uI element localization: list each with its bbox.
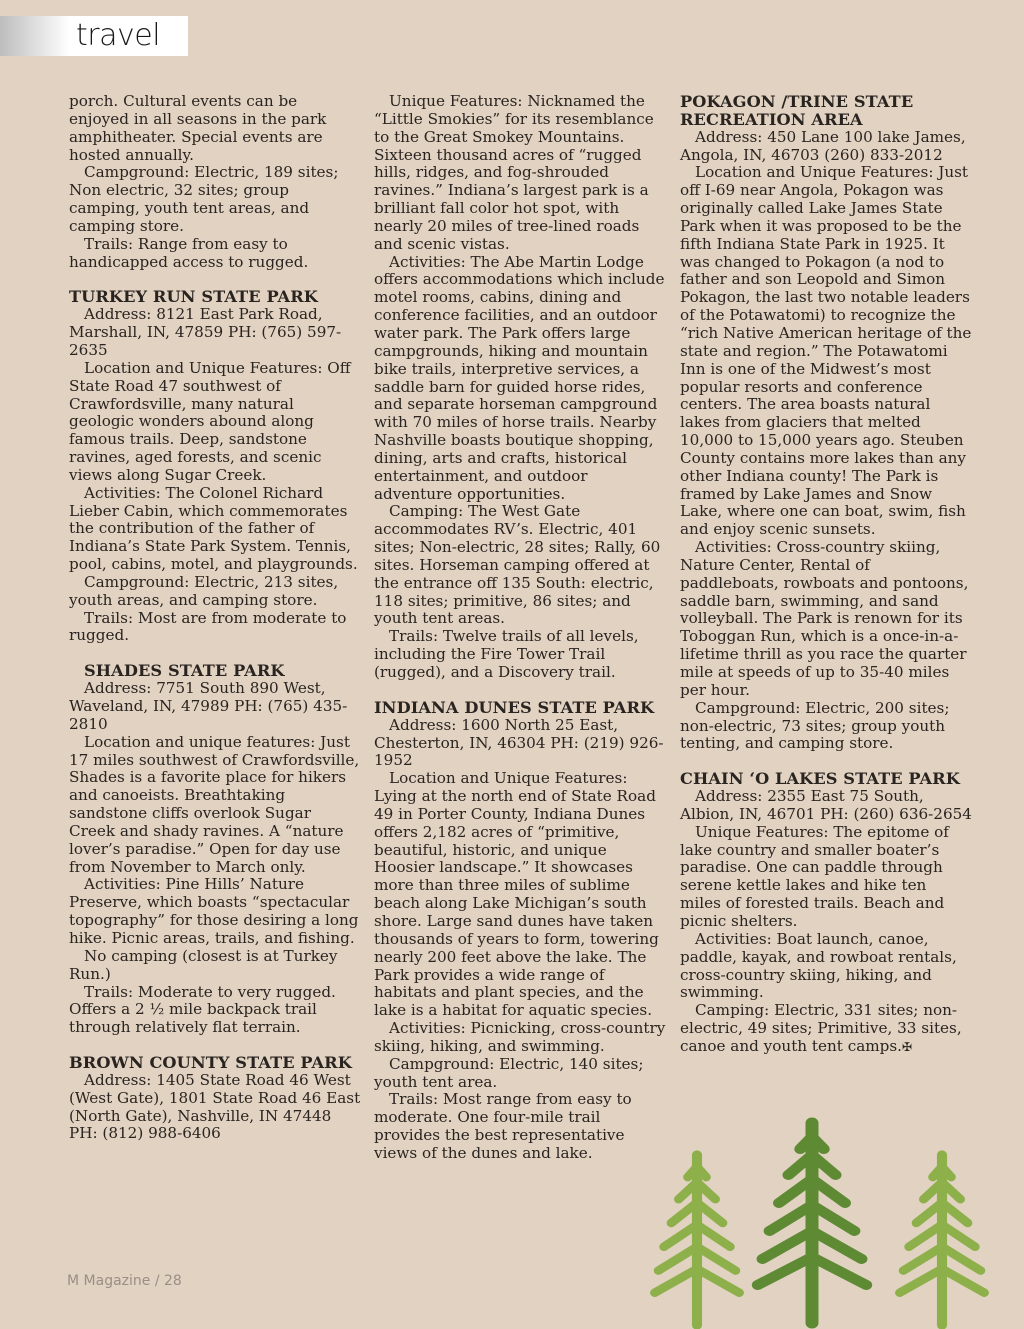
- park-location: Location and Unique Features: Lying at the north end of State Road 49 in Porter County, Indiana Dunes offers 2,182 acres of “primitive, beautiful, historic, and unique Hoosier landscape.” It showcases more than three miles of sublime beach along Lake Michigan’s south shore. Large sand dunes have taken thousands of years to form, towering nearly 200 feet above the lake. The Park provides a wide range of habitats and plant species, and the lake is a habitat for aquatic species.: [374, 769, 659, 1020]
- park-heading-shades: SHADES STATE PARK: [84, 661, 285, 681]
- park-activities: Activities: Boat launch, canoe, paddle, kayak, and rowboat rentals, cross-country skiing, hiking, and swimming.: [680, 929, 957, 1002]
- park-address: Address: 1405 State Road 46 West (West Gate), 1801 State Road 46 East (North Gate), Nashville, IN 47448 PH: (812) 988-6406: [69, 1070, 361, 1143]
- park-address: Address: 1600 North 25 East, Chesterton, IN, 46304 PH: (219) 926-1952: [374, 715, 664, 770]
- park-campground: Campground: Electric, 213 sites, youth areas, and camping store.: [69, 572, 339, 609]
- end-mark-icon: ✠: [902, 1039, 913, 1054]
- park-heading-turkey-run: TURKEY RUN STATE PARK: [69, 287, 318, 307]
- park-camping: Camping: Electric, 331 sites; non-electric, 49 sites; Primitive, 33 sites, canoe and youth tent camps.✠: [680, 1001, 962, 1055]
- pine-tree-icon: [758, 1123, 867, 1323]
- park-address: Address: 2355 East 75 South, Albion, IN, 46701 PH: (260) 636-2654: [680, 787, 972, 823]
- park-campground: Campground: Electric, 200 sites; non-electric, 73 sites; group youth tenting, and camping store.: [680, 698, 950, 753]
- paragraph: porch. Cultural events can be enjoyed in all seasons in the park amphitheater. Special events are hosted annually.: [69, 92, 327, 164]
- park-camping: Camping: The West Gate accommodates RV’s. Electric, 401 sites; Non-electric, 28 sites; Rally, 60 sites. Horseman camping offered at the entrance off 135 South: electric, 118 sites; primitive, 86 sites; and youth tent areas.: [374, 502, 661, 628]
- article-column-3: [680, 93, 972, 1057]
- page-footer: M Magazine / 28: [67, 1273, 182, 1289]
- park-heading-brown-county: BROWN COUNTY STATE PARK: [69, 1053, 352, 1073]
- park-unique-features: Unique Features: The epitome of lake country and smaller boater’s paradise. One can paddle through serene kettle lakes and hike ten miles of forested trails. Beach and picnic shelters.: [680, 822, 949, 930]
- park-trails: Trails: Most range from easy to moderate. One four-mile trail provides the best representative views of the dunes and lake.: [374, 1090, 632, 1162]
- paragraph: Trails: Range from easy to handicapped access to rugged.: [69, 234, 309, 271]
- park-heading-pokagon: POKAGON /TRINE STATE RECREATION AREA: [680, 92, 914, 129]
- park-activities: Activities: Pine Hills’ Nature Preserve, which boasts “spectacular topography” for those desiring a long hike. Picnic areas, trails, and fishing.: [69, 875, 359, 947]
- park-campground: Campground: Electric, 140 sites; youth tent area.: [374, 1054, 644, 1091]
- park-heading-chain-o-lakes: CHAIN ‘O LAKES STATE PARK: [680, 769, 960, 789]
- paragraph: Campground: Electric, 189 sites; Non electric, 32 sites; group camping, youth tent areas, and camping store.: [69, 163, 339, 235]
- park-address: Address: 7751 South 890 West, Waveland, IN, 47989 PH: (765) 435-2810: [69, 679, 348, 733]
- park-trails: Trails: Most are from moderate to rugged.: [69, 608, 347, 645]
- park-activities: Activities: Cross-country skiing, Nature Center, Rental of paddleboats, rowboats and pontoons, saddle barn, swimming, and sand volleyball. The Park is renown for its Toboggan Run, which is a once-in-a-lifetime thrill as you race the quarter mile at speeds of up to 35-40 miles per hour.: [680, 538, 969, 699]
- park-location: Location and Unique Features: Off State Road 47 southwest of Crawfordsville, many natural geologic wonders abound along famous trails. Deep, sandstone ravines, aged forests, and scenic views along Sugar Creek.: [69, 358, 351, 484]
- section-tag-label: travel: [76, 18, 161, 53]
- park-trails: Trails: Moderate to very rugged. Offers a 2 ½ mile backpack trail through relatively flat terrain.: [69, 982, 336, 1037]
- section-tag: [0, 16, 188, 56]
- park-activities: Activities: The Abe Martin Lodge offers accommodations which include motel rooms, cabins, dining and conference facilities, and an outdoor water park. The Park offers large campgrounds, hiking and mountain bike trails, interpretive services, a saddle barn for guided horse rides, and separate horseman campground with 70 miles of horse trails. Nearby Nashville boasts boutique shopping, dining, arts and crafts, historical entertainment, and outdoor adventure opportunities.: [374, 252, 665, 503]
- article-column-1: [69, 93, 361, 1143]
- pine-tree-icon: [900, 1155, 985, 1325]
- park-activities: Activities: The Colonel Richard Lieber Cabin, which commemorates the contribution of the father of Indiana’s State Park System. Tennis, pool, cabins, motel, and playgrounds.: [69, 483, 358, 574]
- park-address: Address: 8121 East Park Road, Marshall, IN, 47859 PH: (765) 597-2635: [69, 305, 342, 359]
- park-unique-features: Unique Features: Nicknamed the “Little Smokies” for its resemblance to the Great Smokey Mountains. Sixteen thousand acres of “rugged hills, ridges, and fog-shrouded ravines.” Indiana’s largest park is a brilliant fall color hot spot, with nearly 20 miles of tree-lined roads and scenic vistas.: [374, 92, 654, 253]
- article-column-2: [374, 93, 666, 1163]
- park-trails: Trails: Twelve trails of all levels, including the Fire Tower Trail (rugged), and a Discovery trail.: [374, 627, 639, 681]
- pine-tree-icon: [655, 1155, 740, 1325]
- park-heading-indiana-dunes: INDIANA DUNES STATE PARK: [374, 697, 655, 717]
- park-address: Address: 450 Lane 100 lake James, Angola, IN, 46703 (260) 833-2012: [680, 127, 966, 164]
- park-location: Location and unique features: Just 17 miles southwest of Crawfordsville, Shades is a favorite place for hikers and canoeists. Breathtaking sandstone cliffs overlook Sugar Creek and shady ravines. A “nature lover’s paradise.” Open for day use from November to March only.: [69, 732, 360, 876]
- park-location: Location and Unique Features: Just off I-69 near Angola, Pokagon was originally called Lake James State Park when it was proposed to be the fifth Indiana State Park in 1925. It was changed to Pokagon (a nod to father and son Leopold and Simon Pokagon, the last two notable leaders of the Potawatomi) to recognize the “rich Native American heritage of the state and region.” The Potawatomi Inn is one of the Midwest’s most popular resorts and conference centers. The area boasts natural lakes from glaciers that melted 10,000 to 15,000 years ago. Steuben County contains more lakes than any other Indiana county! The Park is framed by Lake James and Snow Lake, where one can boat, swim, fish and enjoy scenic sunsets.: [680, 163, 972, 539]
- park-activities: Activities: Picnicking, cross-country skiing, hiking, and swimming.: [374, 1019, 666, 1055]
- park-camping: No camping (closest is at Turkey Run.): [69, 946, 338, 983]
- pine-trees-illustration: [640, 1115, 1024, 1329]
